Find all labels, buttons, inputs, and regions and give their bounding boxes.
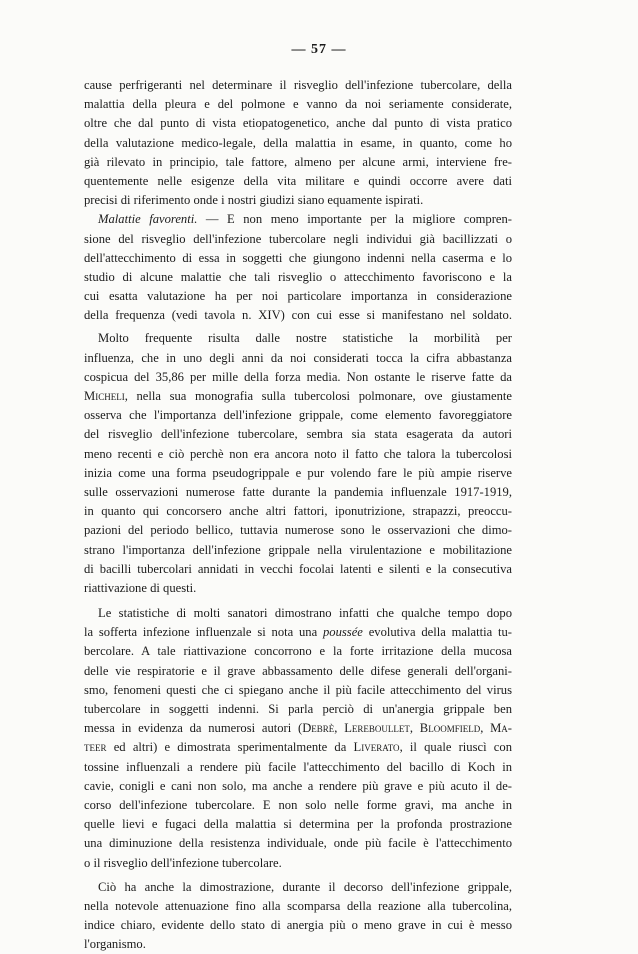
text-line: riattivazione di questi. [84, 580, 197, 595]
italic-term: poussée [323, 625, 363, 640]
section-heading: Malattie favorenti. [98, 212, 198, 227]
text-line: cui esatta valutazione ha per noi particolare importanza in considerazione [84, 289, 512, 304]
text-line: della frequenza (vedi tavola n. XIV) con cui esse si manifestano nel soldato. [84, 308, 512, 323]
text-line: osserva che l'importanza dell'infezione grippale, come elemento favoreggiatore [84, 408, 512, 423]
text-line: quentemente nelle esigenze della vita militare e quindi occorre avere dati [84, 173, 512, 188]
text-line: meno recenti e ciò perchè non era ancora noto il fatto che talora la tubercolosi [84, 446, 512, 461]
text-line: cavie, conigli e cani non solo, ma anche a rendere più grave e più acuto il de- [84, 778, 512, 793]
text-line: nella notevole attenuazione fino alla scomparsa della reazione alla tubercolina, [84, 898, 512, 913]
text-line: tubercolare in soggetti indenni. Si parla perciò di un'anergia grippale ben [84, 702, 512, 716]
text-line: o il risveglio dell'infezione tubercolare. [84, 855, 282, 870]
text-line: inizia come una forma pseudogrippale e pur volendo fare le più ampie riserve [84, 465, 512, 480]
text-line: cospicua del 35,86 per mille della forza media. Non ostante le riserve fatte da [84, 369, 512, 384]
text-line: una diminuzione della resistenza individuale, onde più facile è l'attecchimento [84, 836, 512, 851]
text-line: dell'attecchimento di essa in soggetti che giungono indenni nella caserma e lo [84, 250, 512, 265]
text-line: tossine influenzali a rendere più facile l'attecchimento del bacillo di Koch in [84, 759, 512, 774]
text-line: già rilevato in principio, tale fattore, almeno per alcune armi, interviene fre- [84, 154, 512, 169]
text-line: la sofferta infezione influenzale si nota una poussée evolutiva della malattia tu- [84, 625, 512, 640]
text-line: quelle lievi e fugaci della malattia si determina per la profonda prostrazione [84, 817, 512, 832]
text-line: corso dell'infezione tubercolare. E non solo nelle forme gravi, ma anche in [84, 797, 512, 812]
author-name: Micheli [84, 389, 125, 403]
text-line: malattia della pleura e del polmone e vanno da noi seriamente considerate, [84, 97, 512, 112]
text-line: sulle osservazioni numerose fatte durante la pandemia influenzale 1917-1919, [84, 484, 512, 499]
text-line: l'organismo. [84, 937, 146, 952]
author-list: Debrè, Lereboullet, Bloomfield, Ma- [302, 721, 512, 736]
text-line: di bacilli tubercolari annidati in vecchi focolai latenti e silenti e la consecutiva [84, 561, 512, 576]
text-line: smo, fenomeni questi che ci spiegano anche il più facile attecchimento del virus [84, 682, 512, 697]
text-line: pazioni del periodo bellico, tuttavia numerose sono le osservazioni che dimo- [84, 523, 512, 538]
text-line: Le statistiche di molti sanatori dimostrano infatti che qualche tempo dopo [98, 606, 512, 621]
text-line: influenza, che in uno degli anni da noi considerati tocca la cifra abbastanza [84, 350, 512, 365]
text-line: Micheli, nella sua monografia sulla tubercolosi polmonare, ove giustamente [84, 389, 512, 403]
text-line: oltre che dal punto di vista etiopatogenetico, anche dal punto di vista pratico [84, 116, 512, 131]
text-line: bercolare. A tale riattivazione concorrono e la forte irritazione della mucosa [84, 644, 512, 659]
text-line: Ciò ha anche la dimostrazione, durante il decorso dell'infezione grippale, [98, 879, 512, 894]
text-line: Molto frequente risulta dalle nostre statistiche la morbilità per [98, 331, 512, 346]
body-text [84, 76, 512, 954]
text-line: messa in evidenza da numerosi autori (Debrè, Lereboullet, Bloomfield, Ma- [84, 721, 512, 736]
author-name: Liverato [353, 740, 400, 755]
text-line: della valutazione medico-legale, della malattia in esame, in quanto, come ho [84, 135, 512, 150]
text-line: delle vie respiratorie e il grave abbassamento delle difese generali dell'organi- [84, 663, 512, 678]
text-line: studio di alcune malattie che tali risveglio o attecchimento favoriscono e la [84, 269, 512, 284]
author-list-cont: teer [84, 740, 107, 755]
text-line: strano l'importanza dell'infezione grippale nella virulentazione e mobilitazione [84, 542, 512, 557]
text-line: precisi di riferimento onde i nostri giudizi siano equamente ispirati. [84, 193, 424, 208]
page-number: — 57 — [291, 42, 347, 57]
text-line: in quanto qui concorsero anche altri fattori, iponutrizione, strapazzi, preoccu- [84, 504, 512, 519]
text-line: cause perfrigeranti nel determinare il risveglio dell'infezione tubercolare, della [84, 78, 512, 92]
text-line: indice chiaro, evidente dello stato di anergia più o meno grave in cui è messo [84, 918, 512, 933]
text-line: del risveglio dell'infezione tubercolare, sembra sia stata esagerata da autori [84, 427, 512, 442]
text-line: Malattie favorenti. — E non meno importante per la migliore compren- [98, 212, 512, 227]
text-line: teer ed altri) e dimostrata sperimentalmente da Liverato, il quale riuscì con [84, 740, 512, 755]
text-line: sione del risveglio dell'infezione tubercolare negli individui già bacillizzati o [84, 231, 512, 246]
